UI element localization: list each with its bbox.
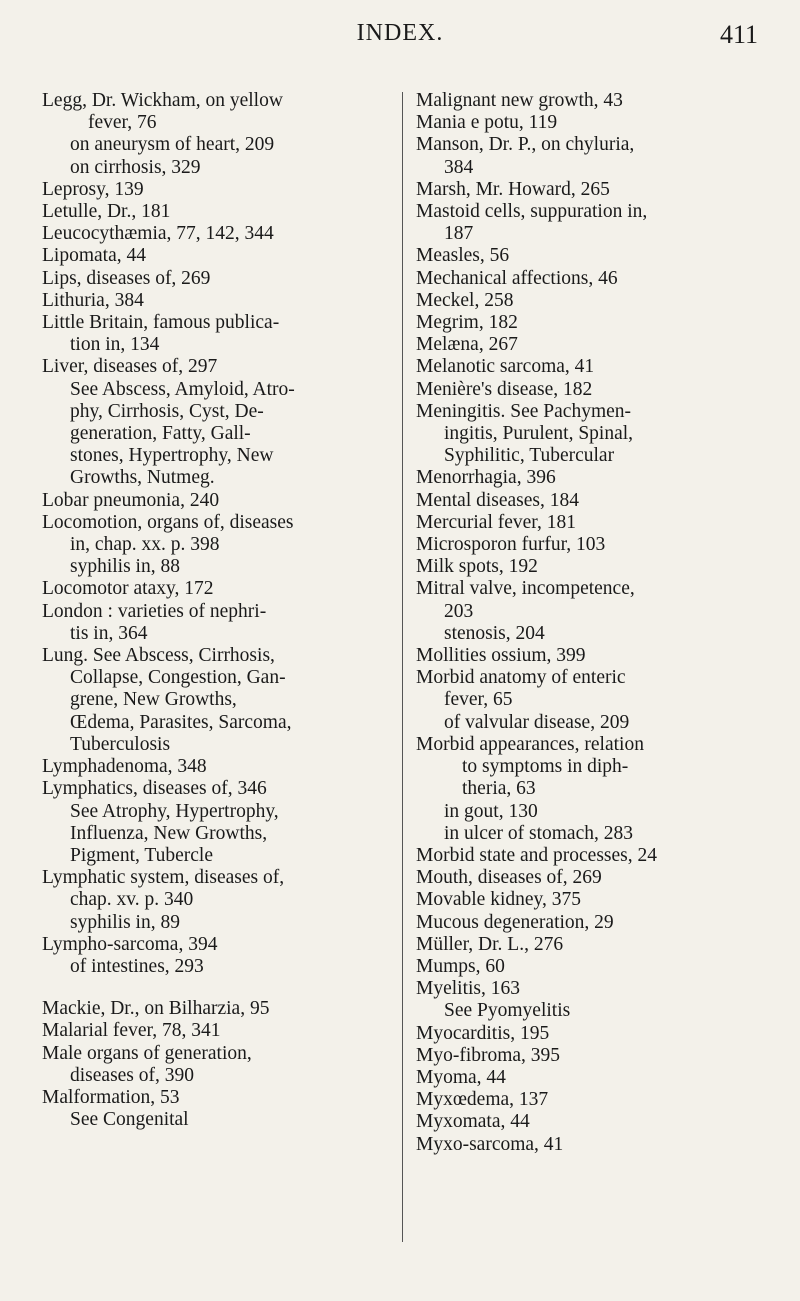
index-entry: Menière's disease, 182 [416, 378, 593, 400]
index-entry: Mumps, 60 [416, 955, 505, 977]
index-entry: Myxo-sarcoma, 41 [416, 1133, 564, 1155]
index-entry: Lymphadenoma, 348 [42, 756, 207, 778]
index-subentry: Syphilitic, Tubercular [444, 445, 615, 467]
index-entry: Locomotor ataxy, 172 [42, 578, 214, 600]
column-divider [402, 92, 403, 1242]
index-subentry: phy, Cirrhosis, Cyst, De- [70, 400, 264, 422]
index-subentry: in ulcer of stomach, 283 [444, 822, 633, 844]
index-subentry: Influenza, New Growths, [70, 822, 268, 844]
index-entry: Morbid appearances, relation [416, 733, 644, 755]
index-subentry: 384 [444, 156, 474, 178]
index-subentry: in, chap. xx. p. 398 [70, 534, 220, 556]
index-entry: Menorrhagia, 396 [416, 467, 556, 489]
index-entry: Mechanical affections, 46 [416, 267, 618, 289]
index-entry: Lobar pneumonia, 240 [42, 489, 220, 511]
index-entry: Melanotic sarcoma, 41 [416, 356, 595, 378]
index-entry: Lung. See Abscess, Cirrhosis, [42, 645, 275, 667]
index-subentry: fever, 76 [88, 112, 157, 134]
index-subentry: 187 [444, 223, 474, 245]
index-subentry: stones, Hypertrophy, New [70, 445, 274, 467]
index-entry: Malignant new growth, 43 [416, 90, 623, 111]
index-subentry: syphilis in, 88 [70, 556, 180, 578]
index-subentry: 203 [444, 600, 474, 622]
index-entry: London : varieties of nephri- [42, 600, 267, 622]
index-subentry: grene, New Growths, [70, 689, 237, 711]
index-entry: Myo-fibroma, 395 [416, 1044, 561, 1066]
index-entry: Meningitis. See Pachymen- [416, 400, 632, 422]
index-entry: Microsporon furfur, 103 [416, 534, 606, 556]
index-entry: Myxomata, 44 [416, 1111, 530, 1133]
index-subentry: See Pyomyelitis [444, 1000, 571, 1022]
index-entry: Manson, Dr. P., on chyluria, [416, 134, 635, 156]
index-entry: Liver, diseases of, 297 [42, 356, 218, 378]
index-entry: Mouth, diseases of, 269 [416, 867, 602, 889]
index-entry: Malarial fever, 78, 341 [42, 1020, 221, 1042]
index-entry: Mastoid cells, suppuration in, [416, 201, 648, 223]
index-entry: Mackie, Dr., on Bilharzia, 95 [42, 998, 270, 1020]
index-subentry: See Congenital [70, 1109, 189, 1131]
index-subentry: See Atrophy, Hypertrophy, [70, 800, 279, 822]
index-entry: Legg, Dr. Wickham, on yellow [42, 90, 283, 111]
index-entry: Myoma, 44 [416, 1066, 506, 1088]
index-entry: Lymphatics, diseases of, 346 [42, 778, 267, 800]
index-entry: Male organs of generation, [42, 1042, 252, 1064]
index-entry: Myxœdema, 137 [416, 1089, 549, 1111]
index-subentry: of valvular disease, 209 [444, 711, 630, 733]
index-subentry: tis in, 364 [70, 622, 148, 644]
index-entry: Marsh, Mr. Howard, 265 [416, 178, 610, 200]
index-subentry: Collapse, Congestion, Gan- [70, 667, 286, 689]
index-entry: Leprosy, 139 [42, 178, 144, 200]
index-entry: Measles, 56 [416, 245, 510, 267]
index-entry: Lips, diseases of, 269 [42, 267, 211, 289]
index-subentry: in gout, 130 [444, 800, 538, 822]
right-column [416, 90, 776, 1156]
index-entry: Letulle, Dr., 181 [42, 201, 171, 223]
page-number: 411 [719, 20, 758, 49]
index-entry: Mitral valve, incompetence, [416, 578, 635, 600]
index-subentry: Œdema, Parasites, Sarcoma, [70, 711, 292, 733]
index-entry: Mollities ossium, 399 [416, 645, 586, 667]
index-entry: Movable kidney, 375 [416, 889, 581, 911]
index-entry: Lymphatic system, diseases of, [42, 867, 285, 889]
index-subentry: ingitis, Purulent, Spinal, [444, 423, 634, 445]
running-head [0, 20, 800, 60]
index-entry: Lipomata, 44 [42, 245, 146, 267]
index-subentry: chap. xv. p. 340 [70, 889, 194, 911]
index-entry: Myelitis, 163 [416, 978, 521, 1000]
index-subentry: See Abscess, Amyloid, Atro- [70, 378, 295, 400]
index-entry: Lympho-sarcoma, 394 [42, 933, 218, 955]
index-subentry: of intestines, 293 [70, 955, 204, 977]
index-subentry: on cirrhosis, 329 [70, 156, 201, 178]
index-subentry: fever, 65 [444, 689, 513, 711]
index-subentry: syphilis in, 89 [70, 911, 180, 933]
index-entry: Morbid state and processes, 24 [416, 844, 657, 866]
index-entry: Melæna, 267 [416, 334, 518, 356]
index-subentry: diseases of, 390 [70, 1064, 195, 1086]
index-entry: Megrim, 182 [416, 312, 518, 334]
index-entry: Locomotion, organs of, diseases [42, 511, 294, 533]
index-entry: Morbid anatomy of enteric [416, 667, 626, 689]
index-subentry: Growths, Nutmeg. [70, 467, 215, 489]
index-subentry: Pigment, Tubercle [70, 844, 214, 866]
index-entry: Mercurial fever, 181 [416, 511, 577, 533]
index-subentry: on aneurysm of heart, 209 [70, 134, 275, 156]
index-subentry: stenosis, 204 [444, 622, 545, 644]
index-entry: Malformation, 53 [42, 1086, 180, 1108]
page-title: INDEX. [356, 20, 444, 46]
index-entry: Mania e potu, 119 [416, 112, 558, 134]
index-entry: Meckel, 258 [416, 289, 514, 311]
index-subentry: theria, 63 [462, 778, 536, 800]
index-entry: Leucocythæmia, 77, 142, 344 [42, 223, 274, 245]
index-entry: Mental diseases, 184 [416, 489, 580, 511]
index-entry: Mucous degeneration, 29 [416, 911, 614, 933]
index-entry: Myocarditis, 195 [416, 1022, 550, 1044]
index-entry: Müller, Dr. L., 276 [416, 933, 564, 955]
index-subentry: tion in, 134 [70, 334, 160, 356]
index-subentry: to symptoms in diph- [462, 756, 629, 778]
index-entry: Lithuria, 384 [42, 289, 144, 311]
left-column [42, 90, 394, 1131]
index-subentry: Tuberculosis [70, 733, 171, 755]
section-gap [42, 978, 394, 998]
index-entry: Milk spots, 192 [416, 556, 538, 578]
index-subentry: generation, Fatty, Gall- [70, 423, 251, 445]
index-entry: Little Britain, famous publica- [42, 312, 280, 334]
